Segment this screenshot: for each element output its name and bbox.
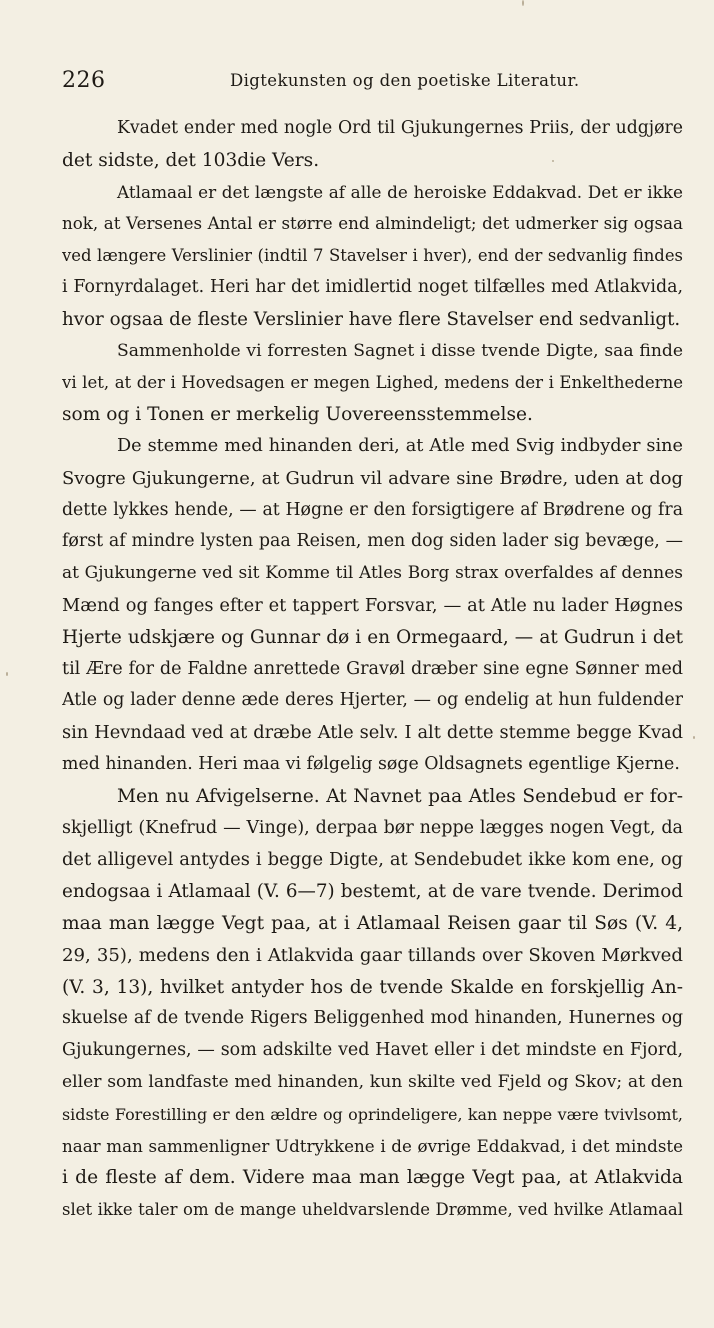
text-line: ved længere Verslinier (indtil 7 Stavelser i hver), end der sedvanlig findes xyxy=(62,246,683,266)
text-line: først af mindre lysten paa Reisen, men dog siden lader sig bevæge, — xyxy=(62,531,683,552)
page-header xyxy=(62,64,682,98)
paper-speck xyxy=(6,672,8,676)
text-line: til Ære for de Faldne anrettede Gravøl dræber sine egne Sønner med xyxy=(62,658,683,679)
text-line: Atle og lader denne æde deres Hjerter, — og endelig at hun fuldender xyxy=(62,690,683,711)
text-line: hvor ogsaa de fleste Verslinier have flere Stavelser end sedvanligt. xyxy=(62,308,681,330)
text-line: sin Hevndaad ved at dræbe Atle selv. I alt dette stemme begge Kvad xyxy=(62,722,683,744)
text-line: (V. 3, 13), hvilket antyder hos de tvende Skalde en forskjellig An- xyxy=(62,976,683,998)
text-line: Svogre Gjukungerne, at Gudrun vil advare sine Brødre, uden at dog xyxy=(62,467,683,489)
text-line: Men nu Afvigelserne. At Navnet paa Atles Sendebud er for- xyxy=(117,785,683,807)
text-line: 29, 35), medens den i Atlakvida gaar tillands over Skoven Mørkved xyxy=(62,944,683,966)
text-line: Kvadet ender med nogle Ord til Gjukungernes Priis, der udgjøre xyxy=(117,118,683,138)
text-line: Gjukungernes, — som adskilte ved Havet eller i det mindste en Fjord, xyxy=(62,1040,683,1061)
text-line: i de fleste af dem. Videre maa man lægge Vegt paa, at Atlakvida xyxy=(62,1167,683,1189)
text-line: som og i Tonen er merkelig Uovereensstemmelse. xyxy=(62,404,533,426)
text-line: sidste Forestilling er den ældre og oprindeligere, kan neppe være tvivlsomt, xyxy=(62,1104,683,1124)
text-line: maa man lægge Vegt paa, at i Atlamaal Reisen gaar til Søs (V. 4, xyxy=(62,912,683,934)
text-line: De stemme med hinanden deri, at Atle med Svig indbyder sine xyxy=(117,435,683,456)
text-line: det alligevel antydes i begge Digte, at Sendebudet ikke kom ene, og xyxy=(62,849,683,871)
paper-speck xyxy=(693,736,695,739)
paper-speck xyxy=(522,0,524,6)
text-line: det sidste, det 103die Vers. xyxy=(62,149,320,171)
text-line: eller som landfaste med hinanden, kun skilte ved Fjeld og Skov; at den xyxy=(62,1071,683,1092)
text-line: vi let, at der i Hovedsagen er megen Lighed, medens der i Enkelthederne xyxy=(62,373,683,393)
text-line: skuelse af de tvende Rigers Beliggenhed mod hinanden, Hunernes og xyxy=(62,1008,683,1029)
text-line: at Gjukungerne ved sit Komme til Atles Borg strax overfaldes af dennes xyxy=(62,563,683,584)
text-line: slet ikke taler om de mange uheldvarslende Drømme, ved hvilke Atlamaal xyxy=(62,1200,683,1220)
text-line: endogsaa i Atlamaal (V. 6—7) bestemt, at de vare tvende. Derimod xyxy=(62,881,683,903)
body-text xyxy=(62,113,683,1226)
text-line: naar man sammenligner Udtrykkene i de øvrige Eddakvad, i det mindste xyxy=(62,1135,683,1156)
text-line: i Fornyrdalaget. Heri har det imidlertid noget tilfælles med Atlakvida, xyxy=(62,276,683,297)
running-title: Digtekunsten og den poetiske Literatur. xyxy=(230,71,580,90)
text-line: dette lykkes hende, — at Høgne er den forsigtigere af Brødrene og fra xyxy=(62,499,683,520)
text-line: Mænd og fanges efter et tappert Forsvar, — at Atle nu lader Høgnes xyxy=(62,594,683,616)
text-line: Atlamaal er det længste af alle de heroiske Eddakvad. Det er ikke xyxy=(117,181,683,202)
text-line: med hinanden. Heri maa vi følgelig søge Oldsagnets egentlige Kjerne. xyxy=(62,753,680,774)
text-line: skjelligt (Knefrud — Vinge), derpaa bør neppe lægges nogen Vegt, da xyxy=(62,817,683,838)
paper-speck xyxy=(552,160,554,162)
text-line: Hjerte udskjære og Gunnar dø i en Ormegaard, — at Gudrun i det xyxy=(62,626,683,648)
page-number: 226 xyxy=(62,68,106,93)
text-line: Sammenholde vi forresten Sagnet i disse tvende Digte, saa finde xyxy=(117,340,683,361)
text-line: nok, at Versenes Antal er større end almindeligt; det udmerker sig ogsaa xyxy=(62,214,683,234)
